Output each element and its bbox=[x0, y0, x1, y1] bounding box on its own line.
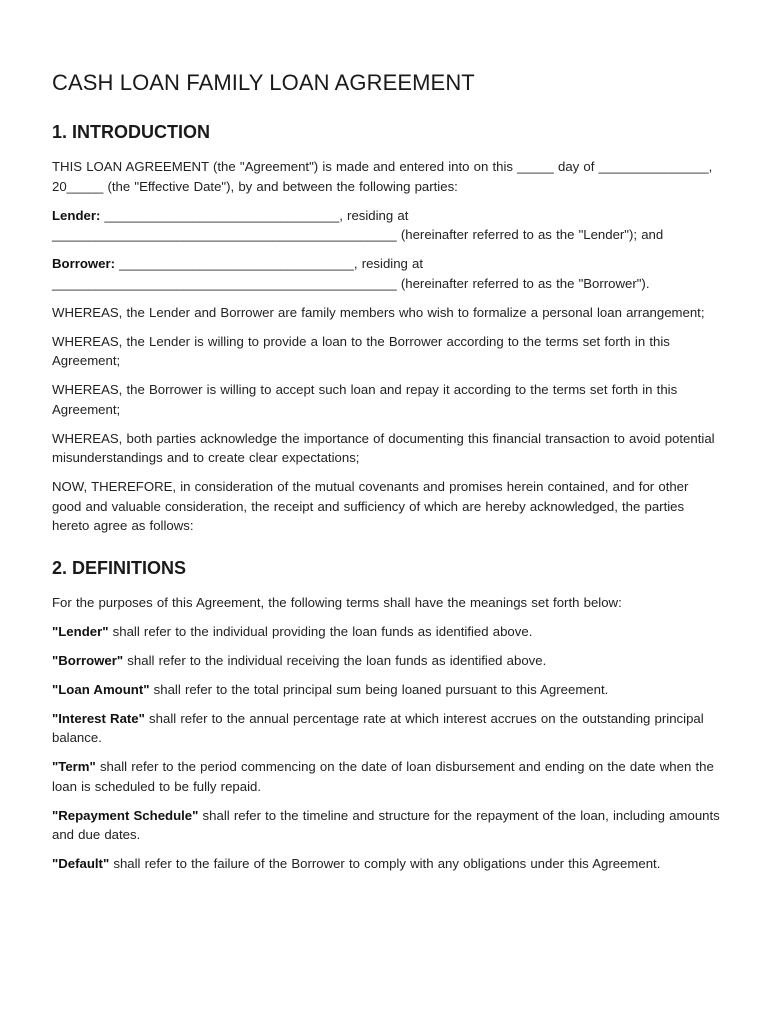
definition-text: shall refer to the individual receiving the loan funds as identified above. bbox=[123, 652, 547, 668]
definition-term: "Repayment Schedule" bbox=[52, 807, 199, 823]
definition-text: shall refer to the failure of the Borrower to comply with any obligations under this Agreement. bbox=[109, 856, 661, 871]
definition-term: "Term" bbox=[52, 759, 96, 774]
definition-term: "Loan Amount" bbox=[52, 681, 150, 697]
borrower-party-paragraph bbox=[52, 254, 720, 293]
definition-term: "Borrower" bbox=[52, 652, 124, 668]
lender-party-text: ________________________________, residing at _______________________________________________ (hereinafter referred to as the "Lender"); and bbox=[52, 207, 664, 242]
definition-term: "Interest Rate" bbox=[52, 710, 145, 726]
document-title: CASH LOAN FAMILY LOAN AGREEMENT bbox=[52, 70, 475, 95]
definition-text: shall refer to the individual providing the loan funds as identified above. bbox=[108, 623, 533, 639]
lender-label: Lender: bbox=[52, 207, 101, 223]
definition-repayment-schedule bbox=[52, 806, 720, 845]
borrower-party-text: ________________________________, residing at _______________________________________________ (hereinafter referred to as the "Borrower"). bbox=[52, 256, 650, 291]
definitions-intro: For the purposes of this Agreement, the following terms shall have the meanings set forth below: bbox=[52, 594, 622, 610]
section-heading-introduction: 1. INTRODUCTION bbox=[52, 122, 211, 142]
definition-default bbox=[52, 854, 720, 874]
section-heading-definitions: 2. DEFINITIONS bbox=[52, 557, 187, 578]
whereas-clause-3: WHEREAS, the Borrower is willing to accept such loan and repay it according to the terms set forth in this Agreement; bbox=[52, 382, 678, 417]
definition-term: "Lender" bbox=[52, 623, 109, 639]
definition-borrower bbox=[52, 651, 720, 671]
definition-text: shall refer to the timeline and structure for the repayment of the loan, including amounts and due dates. bbox=[52, 807, 720, 842]
definition-loan-amount bbox=[52, 680, 720, 700]
definition-interest-rate bbox=[52, 709, 720, 748]
whereas-clause-2: WHEREAS, the Lender is willing to provide a loan to the Borrower according to the terms set forth in this Agreement; bbox=[52, 333, 670, 368]
definition-text: shall refer to the annual percentage rate at which interest accrues on the outstanding principal balance. bbox=[52, 710, 704, 745]
whereas-clause-1: WHEREAS, the Lender and Borrower are family members who wish to formalize a personal loan arrangement; bbox=[52, 304, 705, 320]
lender-party-paragraph bbox=[52, 206, 720, 245]
definition-term-period bbox=[52, 757, 720, 796]
borrower-label: Borrower: bbox=[52, 256, 116, 271]
intro-paragraph: THIS LOAN AGREEMENT (the "Agreement") is made and entered into on this _____ day of _______________, 20_____ (the "Effective Date"), by and between the following parties: bbox=[52, 159, 713, 194]
definition-text: shall refer to the period commencing on the date of loan disbursement and ending on the date when the loan is scheduled to be fully repaid. bbox=[52, 759, 714, 794]
definition-lender bbox=[52, 622, 720, 642]
whereas-clause-4: WHEREAS, both parties acknowledge the importance of documenting this financial transaction to avoid potential misunderstandings and to create clear expectations; bbox=[52, 430, 715, 465]
now-therefore-clause: NOW, THEREFORE, in consideration of the mutual covenants and promises herein contained, and for other good and valuable consideration, the receipt and sufficiency of which are hereby acknowledged, the parties hereto agree as follows: bbox=[52, 479, 689, 533]
definition-text: shall refer to the total principal sum being loaned pursuant to this Agreement. bbox=[149, 681, 609, 697]
definition-term: "Default" bbox=[52, 856, 110, 871]
